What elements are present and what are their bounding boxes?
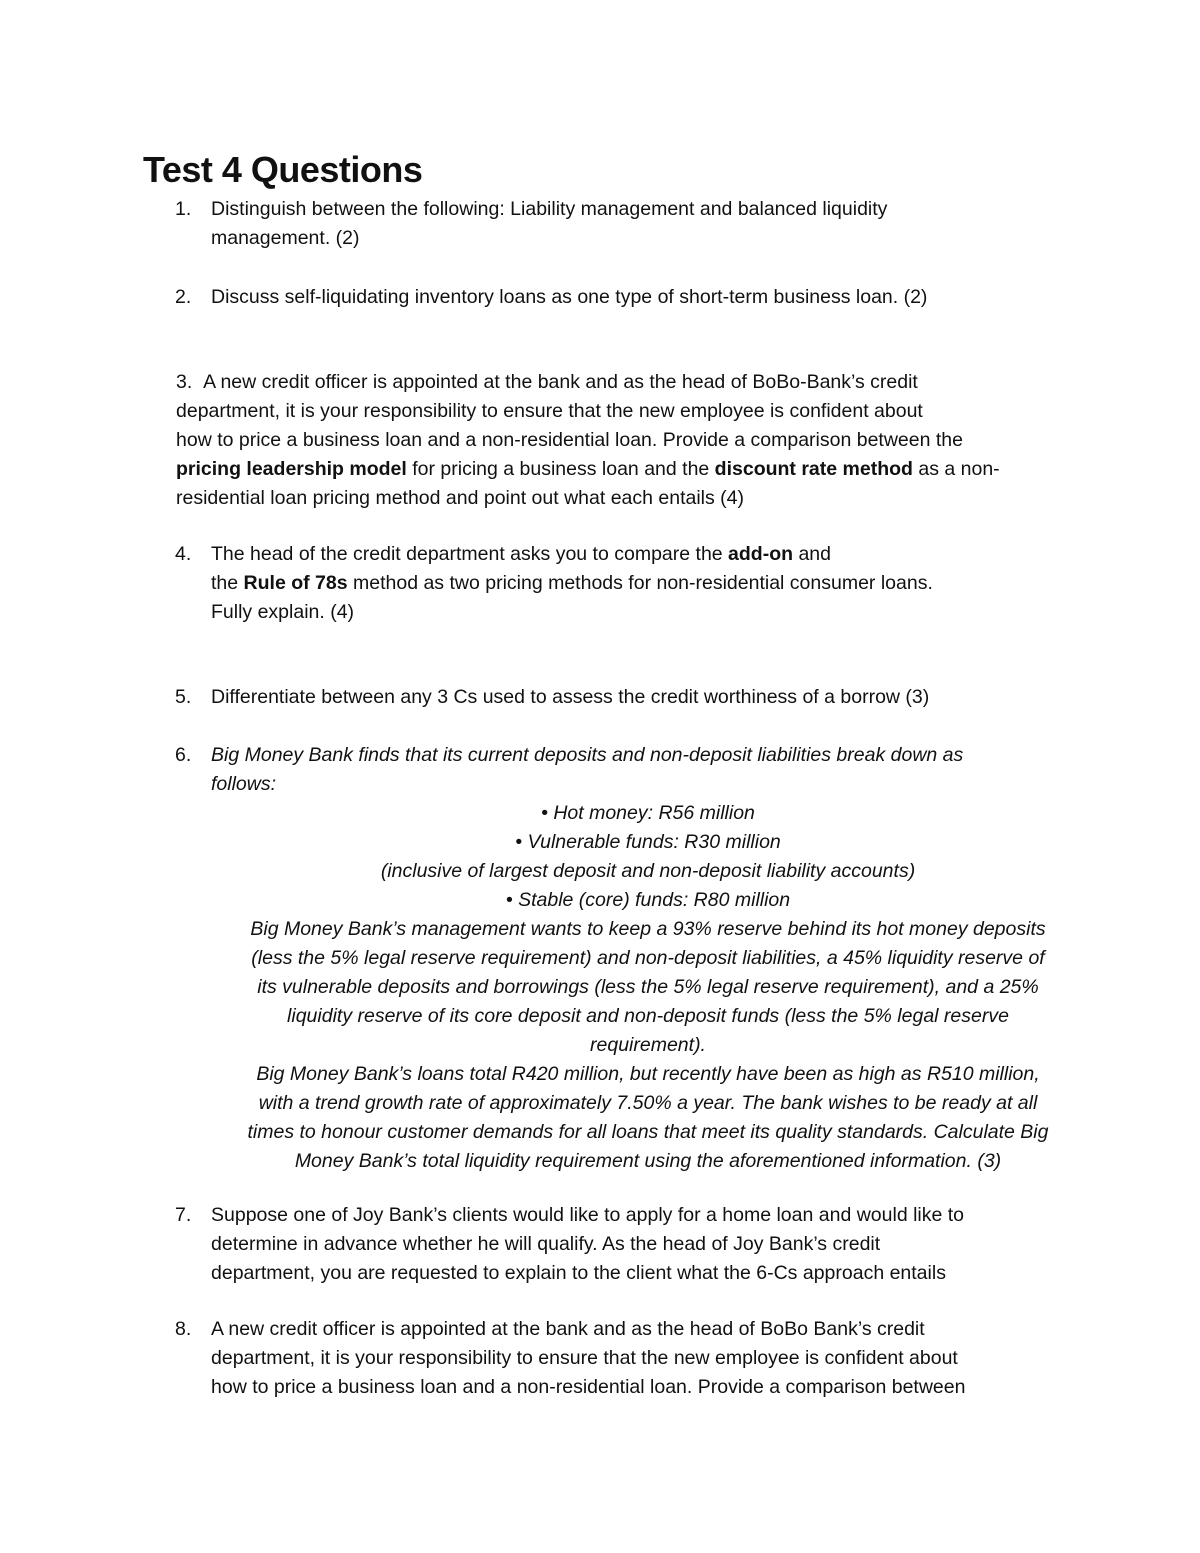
question-text-line: how to price a business loan and a non-residential loan. Provide a comparison between bbox=[211, 1376, 966, 1398]
question-text-line: residential loan pricing method and point out what each entails (4) bbox=[176, 487, 745, 509]
detail-line: requirement). bbox=[590, 1034, 706, 1056]
question-text-line: The head of the credit department asks you to compare the add-on and bbox=[211, 543, 831, 565]
question-text-line: Distinguish between the following: Liability management and balanced liquidity bbox=[211, 198, 888, 220]
detail-line: liquidity reserve of its core deposit and non-deposit funds (less the 5% legal reserve bbox=[287, 1005, 1009, 1027]
bold-term: add-on bbox=[728, 543, 794, 565]
question-4 bbox=[143, 540, 1073, 627]
bold-term: discount rate method bbox=[714, 458, 913, 480]
detail-line: Big Money Bank’s loans total R420 million, but recently have been as high as R510 million, bbox=[256, 1063, 1040, 1085]
question-number: 5. bbox=[175, 686, 192, 708]
detail-line: • Vulnerable funds: R30 million bbox=[515, 831, 781, 853]
detail-line: its vulnerable deposits and borrowings (less the 5% legal reserve requirement), and a 25% bbox=[257, 976, 1039, 998]
detail-line: Big Money Bank’s management wants to keep a 93% reserve behind its hot money deposits bbox=[250, 918, 1046, 940]
question-text-line: department, you are requested to explain to the client what the 6-Cs approach entails bbox=[211, 1262, 946, 1284]
question-number: 1. bbox=[175, 198, 192, 220]
page-title: Test 4 Questions bbox=[143, 149, 423, 190]
question-8 bbox=[143, 1315, 1073, 1402]
question-number: 7. bbox=[175, 1204, 192, 1226]
question-number: 8. bbox=[175, 1318, 192, 1340]
question-text-line: Fully explain. (4) bbox=[211, 601, 355, 623]
question-3 bbox=[176, 368, 1076, 513]
detail-line: (inclusive of largest deposit and non-deposit liability accounts) bbox=[380, 860, 916, 882]
detail-line: with a trend growth rate of approximately 7.50% a year. The bank wishes to be ready at all bbox=[258, 1092, 1038, 1114]
question-2 bbox=[143, 283, 1073, 312]
detail-line: times to honour customer demands for all loans that meet its quality standards. Calculate Big bbox=[247, 1121, 1049, 1143]
detail-line: (less the 5% legal reserve requirement) and non-deposit liabilities, a 45% liquidity reserve of bbox=[251, 947, 1045, 969]
question-5 bbox=[143, 683, 1073, 712]
question-text-line: A new credit officer is appointed at the bank and as the head of BoBo Bank’s credit bbox=[211, 1318, 925, 1340]
detail-line: Money Bank’s total liquidity requirement using the aforementioned information. (3) bbox=[294, 1150, 1002, 1172]
question-text-line: management. (2) bbox=[211, 227, 360, 249]
question-text-line: determine in advance whether he will qualify. As the head of Joy Bank’s credit bbox=[211, 1233, 881, 1255]
question-text-line: follows: bbox=[211, 773, 277, 795]
question-text-line: 3. A new credit officer is appointed at the bank and as the head of BoBo-Bank’s credit bbox=[176, 371, 918, 393]
detail-line: • Hot money: R56 million bbox=[541, 802, 755, 824]
question-6 bbox=[143, 741, 1073, 799]
question-text-line: pricing leadership model for pricing a business loan and the discount rate method as a non- bbox=[176, 458, 1000, 480]
question-7 bbox=[143, 1201, 1073, 1288]
question-text-line: Discuss self-liquidating inventory loans as one type of short-term business loan. (2) bbox=[211, 286, 928, 308]
question-text-line: department, it is your responsibility to ensure that the new employee is confident about bbox=[211, 1347, 958, 1369]
question-6-details bbox=[143, 799, 1153, 1176]
question-text-line: Suppose one of Joy Bank’s clients would like to apply for a home loan and would like to bbox=[211, 1204, 965, 1226]
question-text-line: how to price a business loan and a non-residential loan. Provide a comparison between the bbox=[176, 429, 963, 451]
question-number: 2. bbox=[175, 286, 192, 308]
question-1 bbox=[143, 195, 1073, 253]
question-number: 3. bbox=[176, 371, 193, 393]
question-text-line: the Rule of 78s method as two pricing methods for non-residential consumer loans. bbox=[211, 572, 933, 594]
question-number: 6. bbox=[175, 744, 192, 766]
question-number: 4. bbox=[175, 543, 192, 565]
question-text-line: department, it is your responsibility to ensure that the new employee is confident about bbox=[176, 400, 923, 422]
bold-term: pricing leadership model bbox=[176, 458, 407, 480]
detail-line: • Stable (core) funds: R80 million bbox=[505, 889, 791, 911]
question-text-line: Big Money Bank finds that its current deposits and non-deposit liabilities break down as bbox=[211, 744, 964, 766]
bold-term: Rule of 78s bbox=[243, 572, 348, 594]
question-text-line: Differentiate between any 3 Cs used to assess the credit worthiness of a borrow (3) bbox=[211, 686, 930, 708]
